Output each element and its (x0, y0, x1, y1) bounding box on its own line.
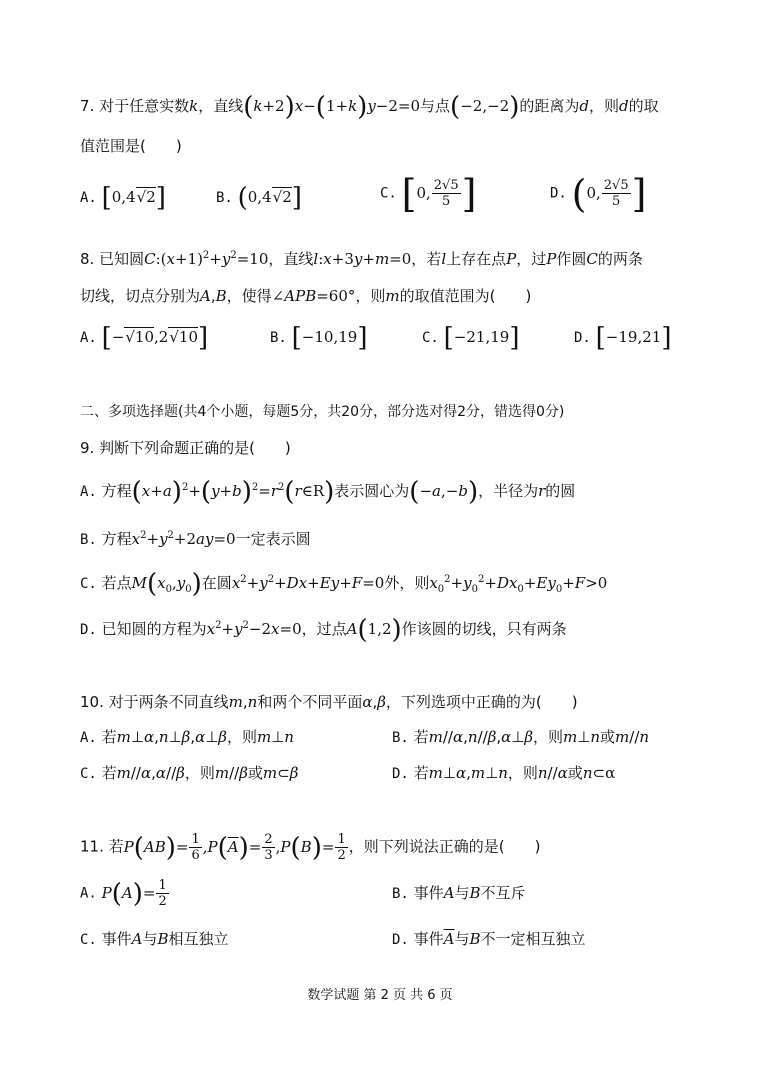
q8-option-d[interactable]: D. [−19,21] (574, 323, 672, 353)
q7-number: 7. 对于任意实数 (80, 97, 190, 115)
page-footer: 数学试题 第 2 页 共 6 页 (307, 988, 453, 1003)
q11-option-d[interactable]: D. 事件$\overline{A}$与B不一定相互独立 (392, 930, 586, 948)
q9-option-c[interactable]: C. 若点$M(x_0,y_0)$在圆$x^2+y^2+Dx+Ey+F=0$外，则$x_0^2+y_0^2+Dx_0+Ey_0+F>0$ (80, 569, 608, 599)
q10-option-b[interactable]: B. 若m//α,n//β,α⊥β，则m⊥n或m//n (392, 728, 650, 746)
q7-option-c[interactable]: C. [0, $\frac{2√5}{5}$ ] (380, 171, 477, 216)
q11-option-b[interactable]: B. 事件A与B不互斥 (392, 884, 526, 902)
q8-stem-line2: 切线，切点分别为A,B，使得∠APB=60°，则m的取值范围为( ) (80, 287, 532, 305)
q9-option-b[interactable]: B. 方程$x^2+y^2+2ay=0$一定表示圆 (80, 530, 311, 548)
q10-option-c[interactable]: C. 若m//α,α//β，则m//β或m⊂β (80, 764, 299, 782)
q11-stem: 11. 若P(AB)= $\frac{1}{6}$ $,P(\overline{A})=$ $\frac{2}{3}$ ,P(B)= $\frac{1}{2}$ ，则下列说法正确的是( ) (80, 832, 541, 863)
q11-option-c[interactable]: C. 事件A与B相互独立 (80, 930, 229, 948)
q7-option-a[interactable]: A. [0,4√2] (80, 183, 166, 213)
q10-stem: 10. 对于两条不同直线m,n和两个不同平面α,β，下列选项中正确的为( ) (80, 693, 578, 711)
q9-option-a[interactable]: A. 方程$(x+a)^2+(y+b)^2=r^2(r\in R)$表示圆心为(−a,−b)，半径为r的圆 (80, 477, 576, 507)
q7-option-d[interactable]: D. (0, $\frac{2√5}{5}$ ] (550, 171, 647, 216)
q9-stem: 9. 判断下列命题正确的是( ) (80, 439, 291, 457)
q11-option-a[interactable]: A. P(A)= $\frac{1}{2}$ (80, 878, 167, 909)
q8-option-a[interactable]: A. [−√10,2√10] (80, 323, 209, 353)
q10-option-a[interactable]: A. 若m⊥α,n⊥β,α⊥β，则m⊥n (80, 728, 294, 746)
q10-option-d[interactable]: D. 若m⊥α,m⊥n，则n//α或n⊂α (392, 764, 616, 782)
q8-option-c[interactable]: C. [−21,19] (422, 323, 520, 353)
q8-option-b[interactable]: B. [−10,19] (270, 323, 368, 353)
q7-stem-line1: 7. 对于任意实数k，直线(k+2)x−(1+k)y−2=0与点(−2,−2)的距离为d，则d的取 (80, 92, 659, 122)
q9-option-d[interactable]: D. 已知圆的方程为$x^2+y^2-2x=0$，过点A(1,2)作该圆的切线，只有两条 (80, 615, 567, 645)
q7-stem-line2: 值范围是( ) (80, 137, 182, 155)
q8-stem-line1: 8. 已知圆$C:(x+1)^2+y^2=10$，直线l:x+3y+m=0，若l上存在点P，过P作圆C的两条 (80, 250, 643, 268)
q7-option-b[interactable]: B. (0,4√2] (216, 183, 302, 213)
section-heading: 二、多项选择题(共4个小题，每题5分，共20分，部分选对得2分，错选得0分) (80, 404, 565, 420)
